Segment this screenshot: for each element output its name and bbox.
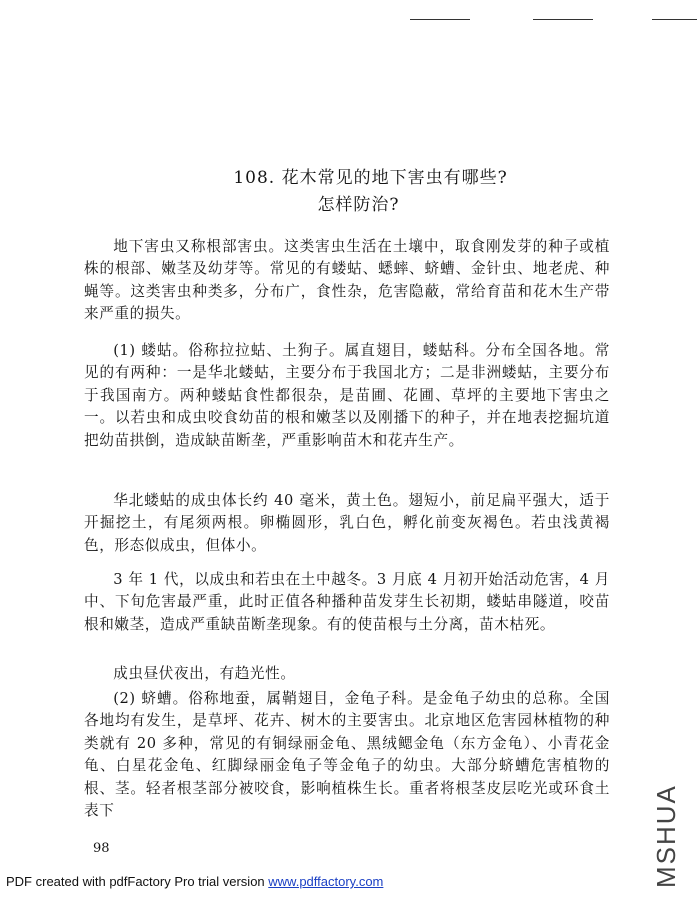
paragraph-intro: 地下害虫又称根部害虫。这类害虫生活在土壤中，取食刚发芽的种子或植株的根部、嫩茎及幼芽等。常见的有蝼蛄、蟋蟀、蛴螬、金针虫、地老虎、种蝇等。这类害虫种类多，分布广，食性杂，危害隐蔽，常给育苗和花木生产带来严重的损失。 <box>84 238 610 323</box>
side-watermark: MSHUA <box>651 784 681 888</box>
header-rule-right <box>652 19 697 20</box>
paragraph-grub: (2) 蛴螬。俗称地蚕，属鞘翅目，金龟子科。是金龟子幼虫的总称。全国各地均有发生，是草坪、花卉、树木的主要害虫。北京地区危害园林植物的种类就有 20 多种，常见的有铜绿丽金龟、黑绒鳃金龟（东方金龟）、小青花金龟、白星花金龟、红脚绿丽金龟子等金龟子的幼虫。大部分蛴螬危害植物的根、茎。轻者根茎部分被咬食，影响植株生长。重者将根茎皮层吃光或环食土表下 <box>84 690 610 820</box>
header-rule-middle <box>533 19 593 20</box>
section-title: 108. 花木常见的地下害虫有哪些? <box>233 168 508 188</box>
section-subtitle: 怎样防治? <box>317 195 400 215</box>
paragraph-mole-cricket-lifecycle: 3 年 1 代，以成虫和若虫在土中越冬。3 月底 4 月初开始活动危害，4 月中、下旬危害最严重，此时正值各种播种苗发芽生长初期，蝼蛄串隧道，咬苗根和嫩茎，造成严重缺苗断垄现象。有的使苗根与土分离，苗木枯死。 <box>84 571 610 633</box>
footer-text: PDF created with pdfFactory Pro trial version <box>6 874 269 889</box>
paragraph-mole-cricket-habit: 成虫昼伏夜出，有趋光性。 <box>113 665 296 682</box>
paragraph-mole-cricket: (1) 蝼蛄。俗称拉拉蛄、土狗子。属直翅目，蝼蛄科。分布全国各地。常见的有两种：一是华北蝼蛄，主要分布于我国北方；二是非洲蝼蛄，主要分布于我国南方。两种蝼蛄食性都很杂，是苗圃、花圃、草坪的主要地下害虫之一。以若虫和成虫咬食幼苗的根和嫩茎以及刚播下的种子，并在地表挖掘坑道把幼苗拱倒，造成缺苗断垄，严重影响苗木和花卉生产。 <box>84 342 610 449</box>
header-rule-left <box>410 19 470 20</box>
paragraph-mole-cricket-morphology: 华北蝼蛄的成虫体长约 40 毫米，黄土色。翅短小，前足扁平强大，适于开掘挖土，有尾须两根。卵椭圆形，乳白色，孵化前变灰褐色。若虫浅黄褐色，形态似成虫，但体小。 <box>84 492 610 554</box>
footer-link[interactable]: www.pdffactory.com <box>268 874 384 889</box>
page-number: 98 <box>93 841 110 856</box>
pdf-footer <box>6 874 383 889</box>
